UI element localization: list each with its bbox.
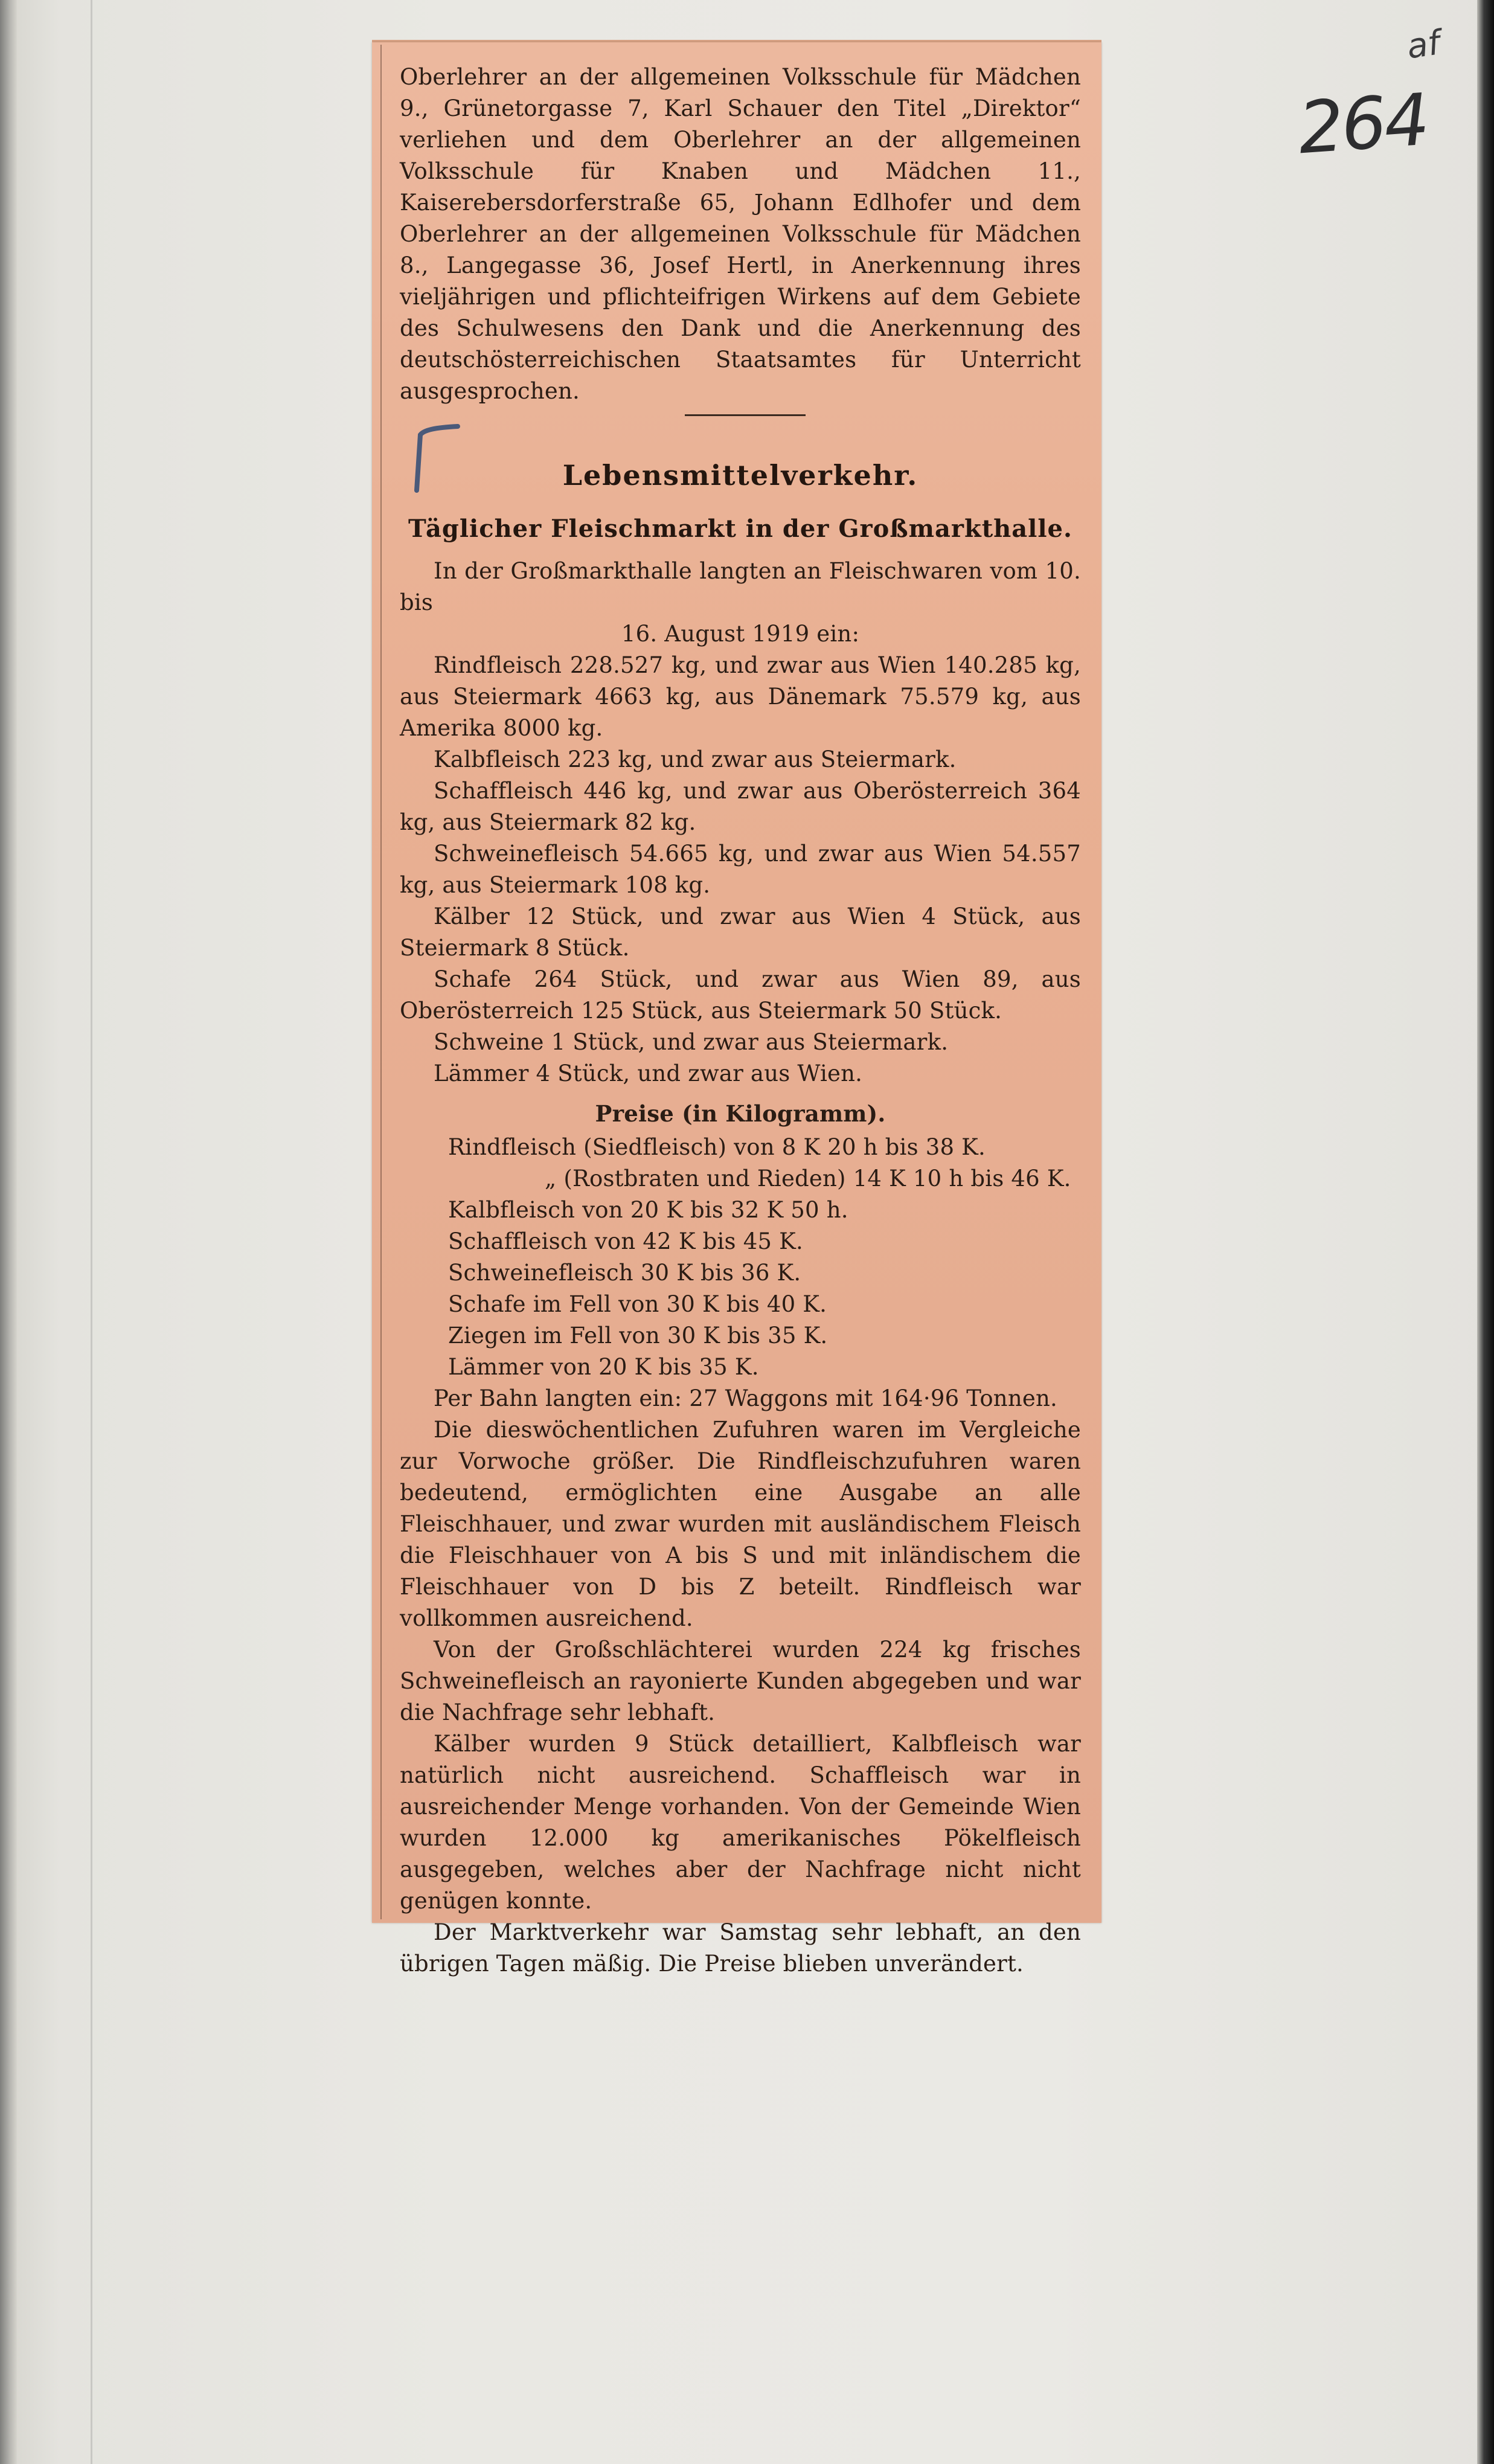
article-paragraph: Oberlehrer an der allgemeinen Volksschule für Mädchen 9., Grünetorgasse 7, Karl Schauer den Titel „Direktor“ verliehen und dem Oberlehrer an der allgemeinen Volksschule für Knaben und Mädchen 11., Kaiserebersdorferstraße 65, Johann Edlhofer und dem Oberlehrer an der allgemeinen Volksschule für Mädchen 8., Langegasse 36, Josef Hertl, in Anerkennung ihres vieljährigen und pflichteifrigen Wirkens auf dem Gebiete des Schulwesens den Dank und die Anerkennung des deutschösterreichischen Staatsamtes für Unterricht ausgesprochen. [400, 64, 1081, 404]
closing-paragraph: Von der Großschlächterei wurden 224 kg frisches Schweinefleisch an rayonierte Kunden abgegeben und war die Nachfrage sehr lebhaft. [400, 1637, 1081, 1725]
report-intro: In der Großmarkthalle langten an Fleischwaren vom 10. bis [400, 558, 1081, 615]
arrival-entry: Rindfleisch 228.527 kg, und zwar aus Wien 140.285 kg, aus Steiermark 4663 kg, aus Dänemark 75.579 kg, aus Amerika 8000 kg. [400, 652, 1081, 741]
article-continuation [400, 62, 1081, 407]
price-entry: Schweinefleisch 30 K bis 36 K. [448, 1260, 801, 1286]
arrival-entry: Schaffleisch 446 kg, und zwar aus Oberösterreich 364 kg, aus Steiermark 82 kg. [400, 778, 1081, 835]
price-entry: Kalbfleisch von 20 K bis 32 K 50 h. [448, 1197, 848, 1223]
binding-line [91, 0, 92, 2464]
prices-heading: Preise (in Kilogramm). [595, 1100, 886, 1127]
arrival-entry: Kälber 12 Stück, und zwar aus Wien 4 Stück, aus Steiermark 8 Stück. [400, 903, 1081, 961]
arrival-entry: Schweine 1 Stück, und zwar aus Steiermark. [434, 1029, 949, 1055]
closing-paragraph: Per Bahn langten ein: 27 Waggons mit 164·96 Tonnen. [434, 1385, 1057, 1411]
section-divider [685, 414, 806, 416]
arrival-entry: Schafe 264 Stück, und zwar aus Wien 89, aus Oberösterreich 125 Stück, aus Steiermark 50 Stück. [400, 966, 1081, 1024]
price-entry: Rindfleisch (Siedfleisch) von 8 K 20 h bis 38 K. [448, 1134, 986, 1160]
sheet-left-edge [0, 0, 17, 2464]
price-entry: Ziegen im Fell von 30 K bis 35 K. [448, 1323, 828, 1349]
arrival-entry: Lämmer 4 Stück, und zwar aus Wien. [434, 1060, 863, 1086]
section-title: Lebensmittelverkehr. [562, 459, 919, 492]
arrival-entry: Schweinefleisch 54.665 kg, und zwar aus Wien 54.557 kg, aus Steiermark 108 kg. [400, 841, 1081, 898]
scanner-border [1477, 0, 1494, 2464]
price-entry: Schaffleisch von 42 K bis 45 K. [448, 1228, 803, 1254]
handwritten-page-number: 264 [1295, 77, 1430, 170]
closing-paragraph: Der Marktverkehr war Samstag sehr lebhaft, an den übrigen Tagen mäßig. Die Preise blieben unverändert. [400, 1919, 1081, 1977]
column-rule [380, 45, 382, 1919]
price-entry: Schafe im Fell von 30 K bis 40 K. [448, 1291, 827, 1317]
market-report [400, 556, 1081, 1980]
section-subtitle: Täglicher Fleischmarkt in der Großmarkthalle. [408, 515, 1072, 543]
closing-paragraph: Kälber wurden 9 Stück detailliert, Kalbfleisch war natürlich nicht ausreichend. Schaffleisch war in ausreichender Menge vorhanden. Von der Gemeinde Wien wurden 12.000 kg amerikanisches Pökelfleisch ausgegeben, welches aber der Nachfrage nicht nicht genügen konnte. [400, 1731, 1081, 1914]
closing-paragraph: Die dieswöchentlichen Zufuhren waren im Vergleiche zur Vorwoche größer. Die Rindfleischzufuhren waren bedeutend, ermöglichten eine Ausgabe an alle Fleischhauer, und zwar wurden mit ausländischem Fleisch die Fleischhauer von A bis S und mit inländischem die Fleischhauer von D bis Z beteilt. Rindfleisch war vollkommen ausreichend. [400, 1417, 1081, 1631]
report-date: 16. August 1919 ein: [621, 621, 860, 647]
corner-annotation: af [1404, 23, 1443, 67]
arrival-entry: Kalbfleisch 223 kg, und zwar aus Steiermark. [434, 746, 957, 772]
price-entry: „ (Rostbraten und Rieden) 14 K 10 h bis 46 K. [545, 1166, 1071, 1192]
price-entry: Lämmer von 20 K bis 35 K. [448, 1354, 759, 1380]
